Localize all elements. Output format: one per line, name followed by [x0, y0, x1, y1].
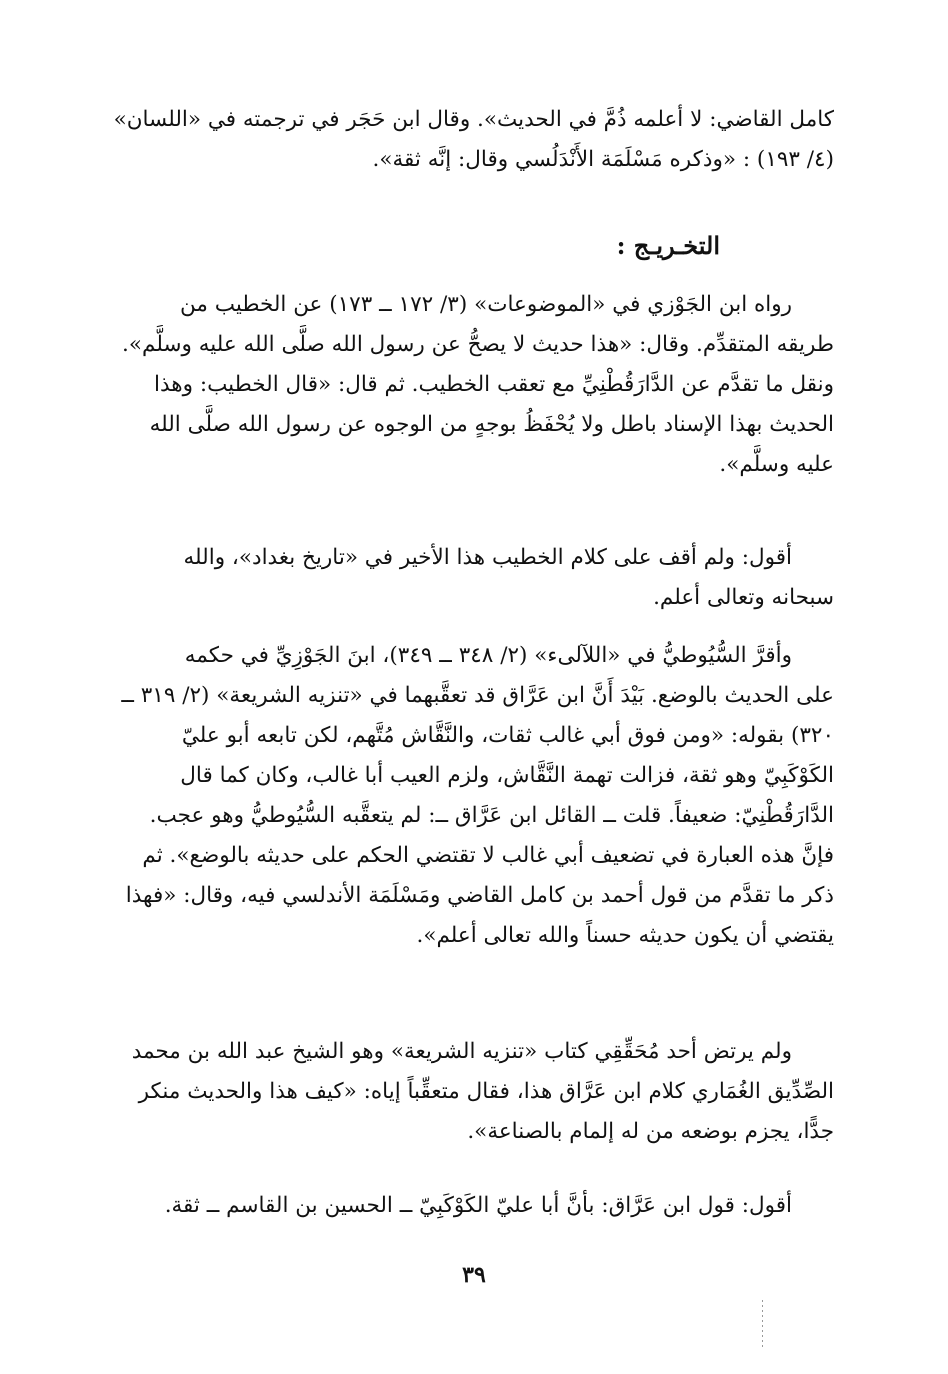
text-line: طريقه المتقدِّم. وقال: «هذا حديث لا يصحُّ عن رسول الله صلَّى الله عليه وسلَّم».	[122, 332, 834, 357]
paragraph-4	[104, 1032, 834, 1152]
text-line: ذكر ما تقدَّم من قول أحمد بن كامل القاضي ومَسْلَمَة الأندلسي فيه، وقال: «فهذا	[125, 883, 834, 908]
text-line: ولم يرتض أحد مُحَقِّقِي كتاب «تنزيه الشريعة» وهو الشيخ عبد الله بن محمد	[131, 1039, 792, 1064]
paragraph-5	[104, 1186, 834, 1226]
section-heading: التخـريـج :	[616, 231, 720, 260]
page-number: ٣٩	[462, 1262, 486, 1288]
top-paragraph	[104, 100, 834, 180]
text-line: ٣٢٠) بقوله: «ومن فوق أبي غالب ثقات، والنَّقَّاش مُتَّهم، لكن تابعه أبو عليّ	[181, 723, 834, 748]
text-line: فإنَّ هذه العبارة في تضعيف أبي غالب لا تقتضي الحكم على حديثه بالوضع». ثم	[142, 843, 834, 868]
text-line: أقول: ولم أقف على كلام الخطيب هذا الأخير في «تاريخ بغداد»، والله	[183, 545, 792, 570]
text-line: عليه وسلَّم».	[719, 452, 834, 477]
text-line: جدًّا، يجزم بوضعه من له إلمام بالصناعة».	[467, 1119, 834, 1144]
text-line: وأقرَّ السُّيُوطيُّ في «اللآلىء» (٢/ ٣٤٨ ــ ٣٤٩)، ابنَ الجَوْزِيِّ في حكمه	[184, 643, 792, 668]
paragraph-3	[104, 636, 834, 956]
text-line: سبحانه وتعالى أعلم.	[653, 585, 834, 610]
scan-edge-mark	[762, 1300, 763, 1348]
text-line: على الحديث بالوضع. بَيْدَ أَنَّ ابن عَرَّاق قد تعقَّبهما في «تنزيه الشريعة» (٢/ ٣١٩ ــ	[121, 683, 834, 708]
text-line: رواه ابن الجَوْزي في «الموضوعات» (٣/ ١٧٢ ــ ١٧٣) عن الخطيب من	[180, 292, 792, 317]
text-line: الصِّدِّيق الغُمَاري كلام ابن عَرَّاق هذا، فقال متعقِّباً إياه: «كيف هذا والحديث منكر	[138, 1079, 834, 1104]
text-line: الدَّارَقُطْنِيّ: ضعيفاً. قلت ــ القائل ابن عَرَّاق ــ: لم يتعقَّبه السُّيُوطيُّ وهو عجب.	[149, 803, 834, 828]
text-line: الحديث بهذا الإسناد باطل ولا يُحْفَظُ بوجهٍ من الوجوه عن رسول الله صلَّى الله	[149, 412, 834, 437]
text-line: (٤/ ١٩٣) : «وذكره مَسْلَمَة الأَنْدَلُسي وقال: إنَّه ثقة».	[372, 147, 834, 172]
text-line: الكَوْكَبِيّ وهو ثقة، فزالت تهمة النَّقَّاش، ولزم العيب أبا غالب، وكان كما قال	[180, 763, 834, 788]
text-line: أقول: قول ابن عَرَّاق: بأنَّ أبا عليّ الكَوْكَبِيّ ــ الحسين بن القاسم ــ ثقة.	[164, 1193, 792, 1218]
paragraph-1	[104, 285, 834, 485]
text-line: ونقل ما تقدَّم عن الدَّارَقُطْنِيِّ مع تعقب الخطيب. ثم قال: «قال الخطيب: وهذا	[154, 372, 834, 397]
text-line: يقتضي أن يكون حديثه حسناً والله تعالى أعلم».	[416, 923, 834, 948]
paragraph-2	[104, 538, 834, 618]
text-line: كامل القاضي: لا أعلمه ذُمَّ في الحديث». وقال ابن حَجَر في ترجمته في «اللسان»	[113, 107, 834, 132]
